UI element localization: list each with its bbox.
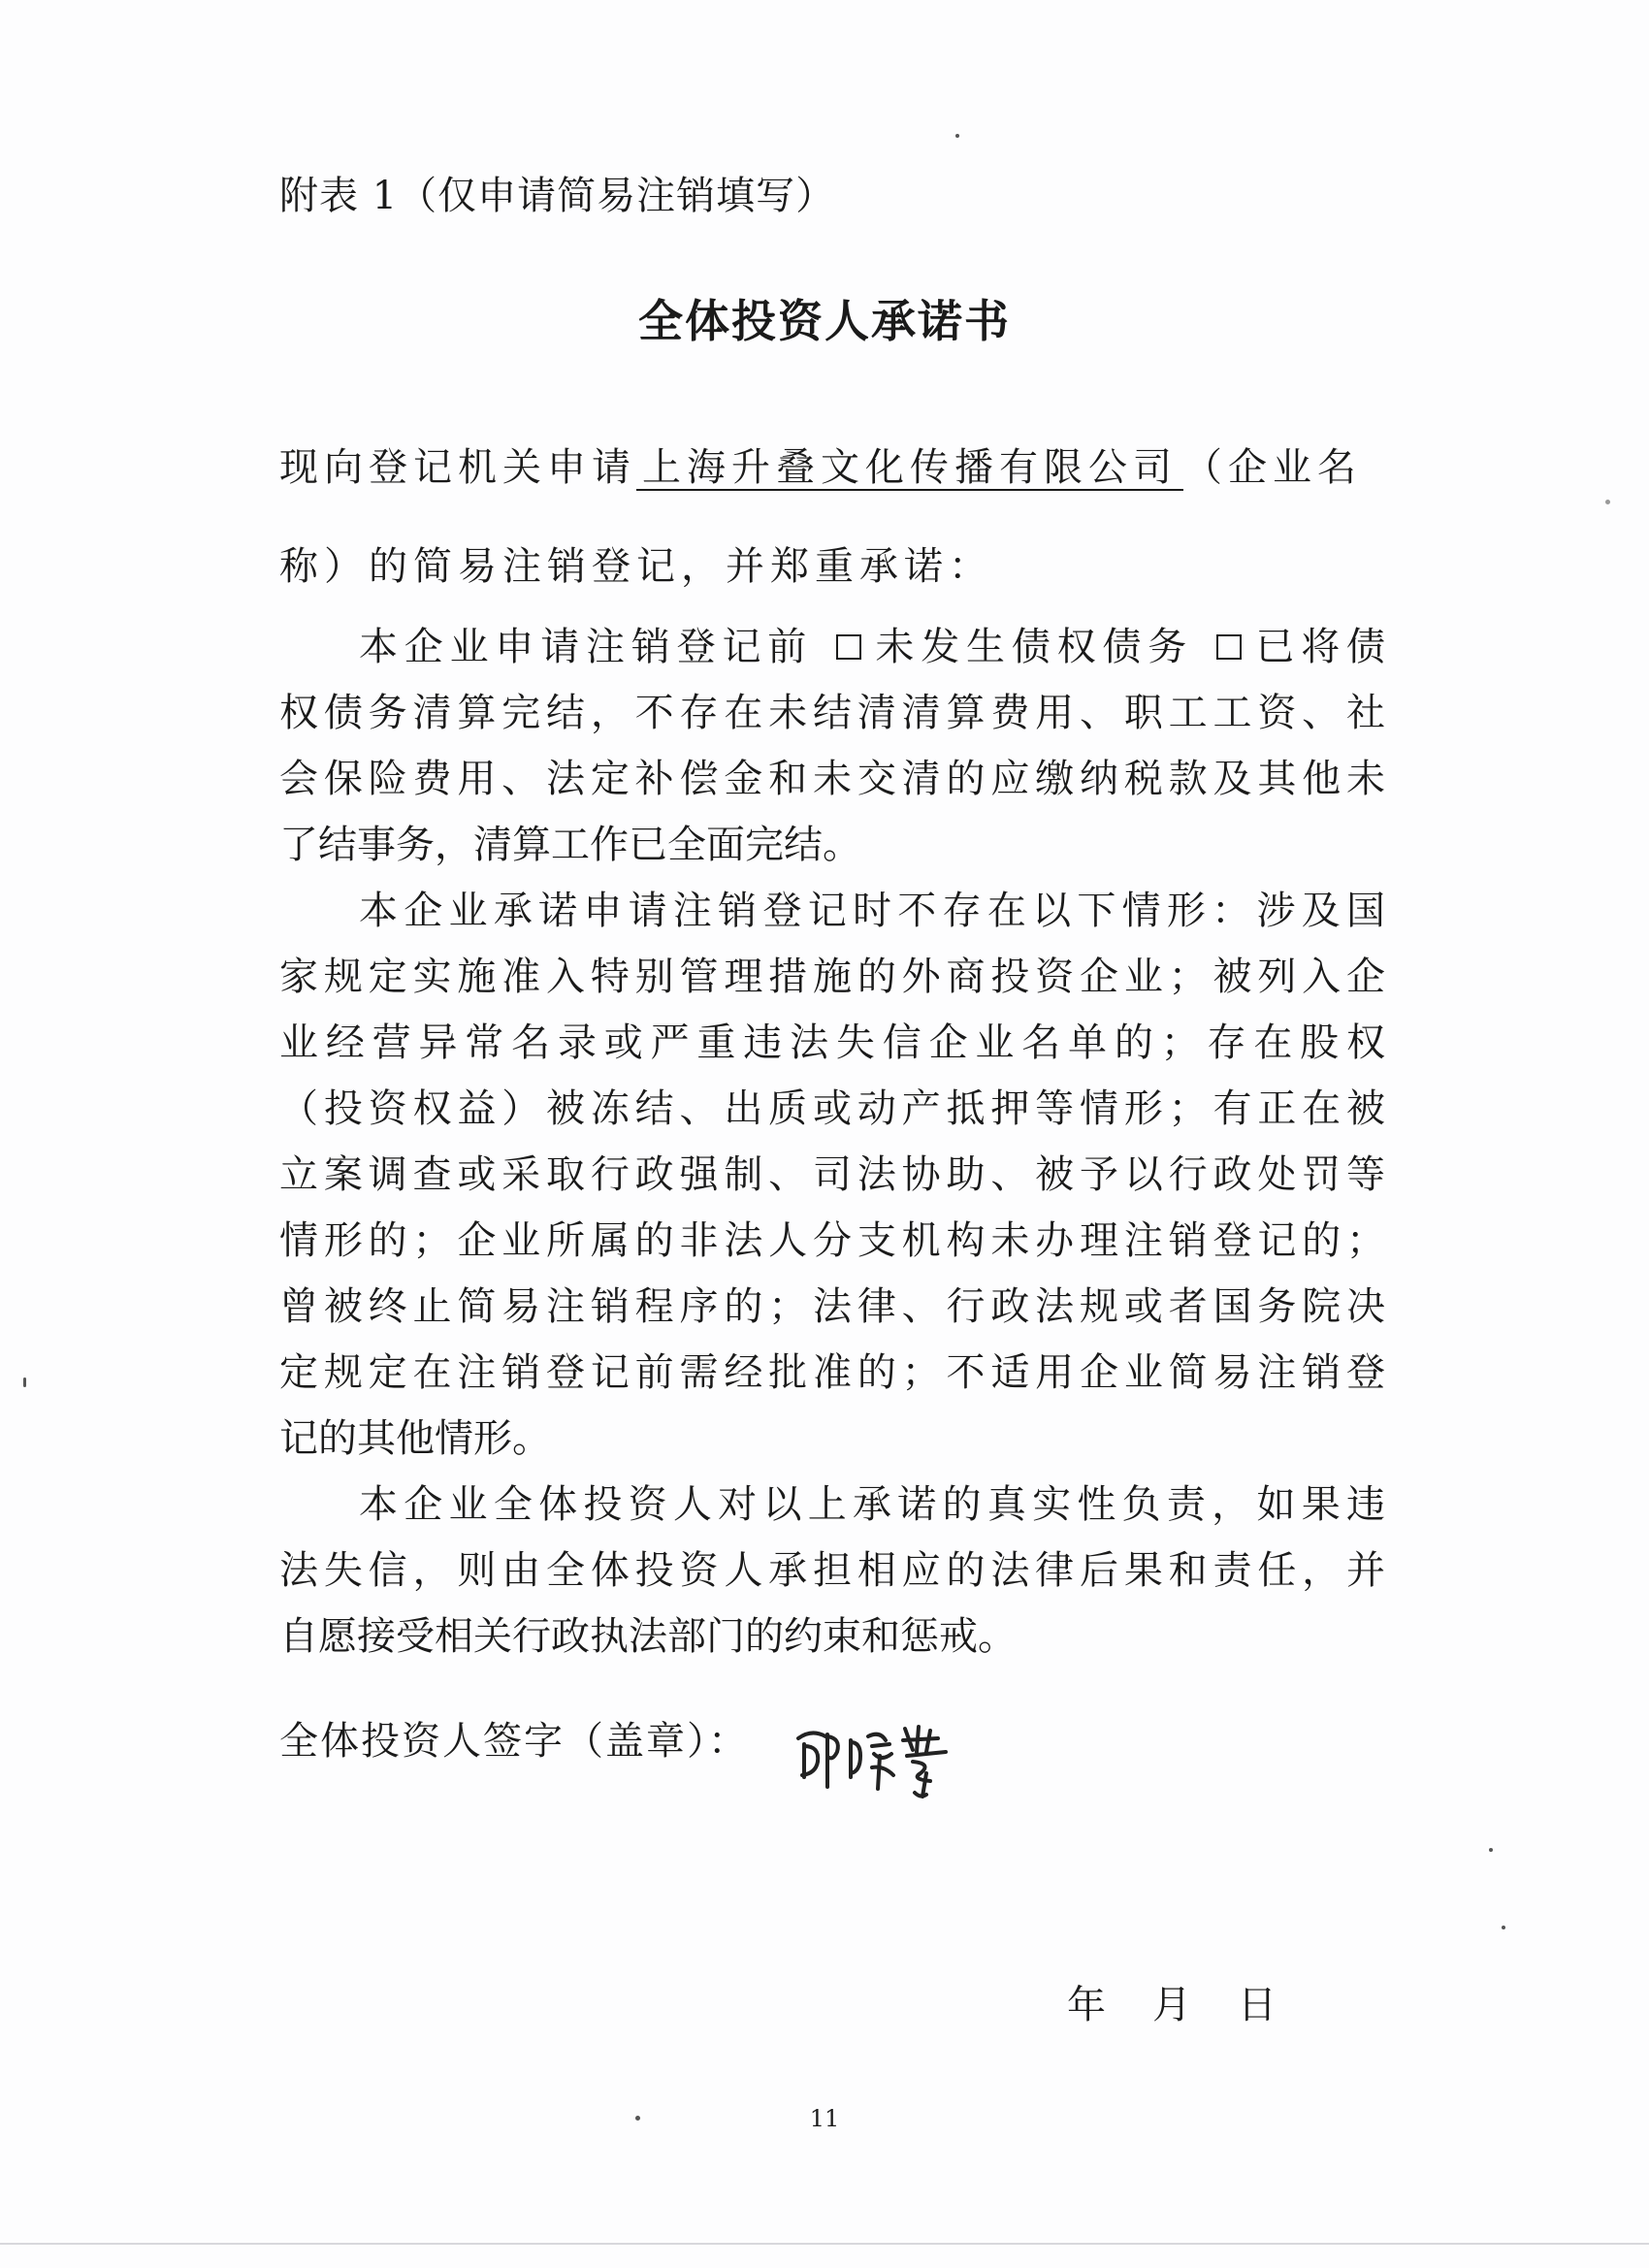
para2-line-8: 定规定在注销登记前需经批准的；不适用企业简易注销登 bbox=[279, 1350, 1385, 1395]
scan-speck bbox=[955, 134, 959, 138]
annex-label: 附表 1（仅申请简易注销填写） bbox=[279, 174, 836, 218]
date-month: 月 bbox=[1152, 1983, 1191, 2027]
para2-line-1: 本企业承诺申请注销登记时不存在以下情形：涉及国 bbox=[359, 889, 1385, 933]
company-name: 上海升叠文化传播有限公司 bbox=[636, 446, 1183, 491]
para1-line-2: 权债务清算完结，不存在未结清清算费用、职工工资、社 bbox=[279, 691, 1385, 735]
date-day: 日 bbox=[1238, 1983, 1277, 2027]
para2-line-7: 曾被终止简易注销程序的；法律、行政法规或者国务院决 bbox=[279, 1284, 1385, 1329]
checkbox-no-debt[interactable] bbox=[836, 634, 861, 660]
para1-line-3: 会保险费用、法定补偿金和未交清的应缴纳税款及其他未 bbox=[279, 757, 1385, 801]
para2-line-9: 记的其他情形。 bbox=[279, 1416, 551, 1461]
para3-line-2: 法失信，则由全体投资人承担相应的法律后果和责任，并 bbox=[279, 1548, 1385, 1593]
checkbox-debt-settled[interactable] bbox=[1216, 634, 1242, 660]
scan-speck bbox=[1502, 1926, 1505, 1929]
date-year: 年 bbox=[1067, 1983, 1106, 2027]
date-line bbox=[1067, 1974, 1323, 2029]
option-debt-settled-label: 已将债 bbox=[1248, 625, 1386, 669]
intro-line-1 bbox=[279, 437, 1385, 492]
document-title: 全体投资人承诺书 bbox=[638, 295, 1011, 347]
scan-edge bbox=[0, 2243, 1649, 2245]
para1-line-1 bbox=[359, 616, 1385, 671]
intro-suffix: （企业名 bbox=[1183, 445, 1362, 490]
page-number: 11 bbox=[809, 2105, 840, 2132]
intro-line-2: 称）的简易注销登记，并郑重承诺： bbox=[279, 544, 993, 589]
para3-line-3: 自愿接受相关行政执法部门的约束和惩戒。 bbox=[279, 1614, 1017, 1659]
para3-line-1: 本企业全体投资人对以上承诺的真实性负责，如果违 bbox=[359, 1482, 1385, 1527]
para1-start: 本企业申请注销登记前 bbox=[359, 625, 814, 669]
scan-speck bbox=[1605, 500, 1610, 504]
scan-speck bbox=[1489, 1848, 1493, 1852]
para1-line-4: 了结事务，清算工作已全面完结。 bbox=[279, 823, 861, 867]
handwritten-signature bbox=[791, 1717, 965, 1799]
para2-line-2: 家规定实施准入特别管理措施的外商投资企业；被列入企 bbox=[279, 955, 1385, 999]
para2-line-4: （投资权益）被冻结、出质或动产抵押等情形；有正在被 bbox=[279, 1086, 1385, 1131]
signature-label: 全体投资人签字（盖章）： bbox=[279, 1719, 749, 1764]
para2-line-5: 立案调查或采取行政强制、司法协助、被予以行政处罚等 bbox=[279, 1152, 1385, 1197]
para2-line-6: 情形的；企业所属的非法人分支机构未办理注销登记的； bbox=[279, 1218, 1385, 1263]
scan-speck bbox=[23, 1377, 26, 1387]
option-no-debt-label: 未发生债权债务 bbox=[868, 625, 1194, 669]
intro-prefix: 现向登记机关申请 bbox=[279, 445, 636, 490]
scan-speck bbox=[635, 2116, 640, 2121]
para2-line-3: 业经营异常名录或严重违法失信企业名单的；存在股权 bbox=[279, 1021, 1385, 1065]
